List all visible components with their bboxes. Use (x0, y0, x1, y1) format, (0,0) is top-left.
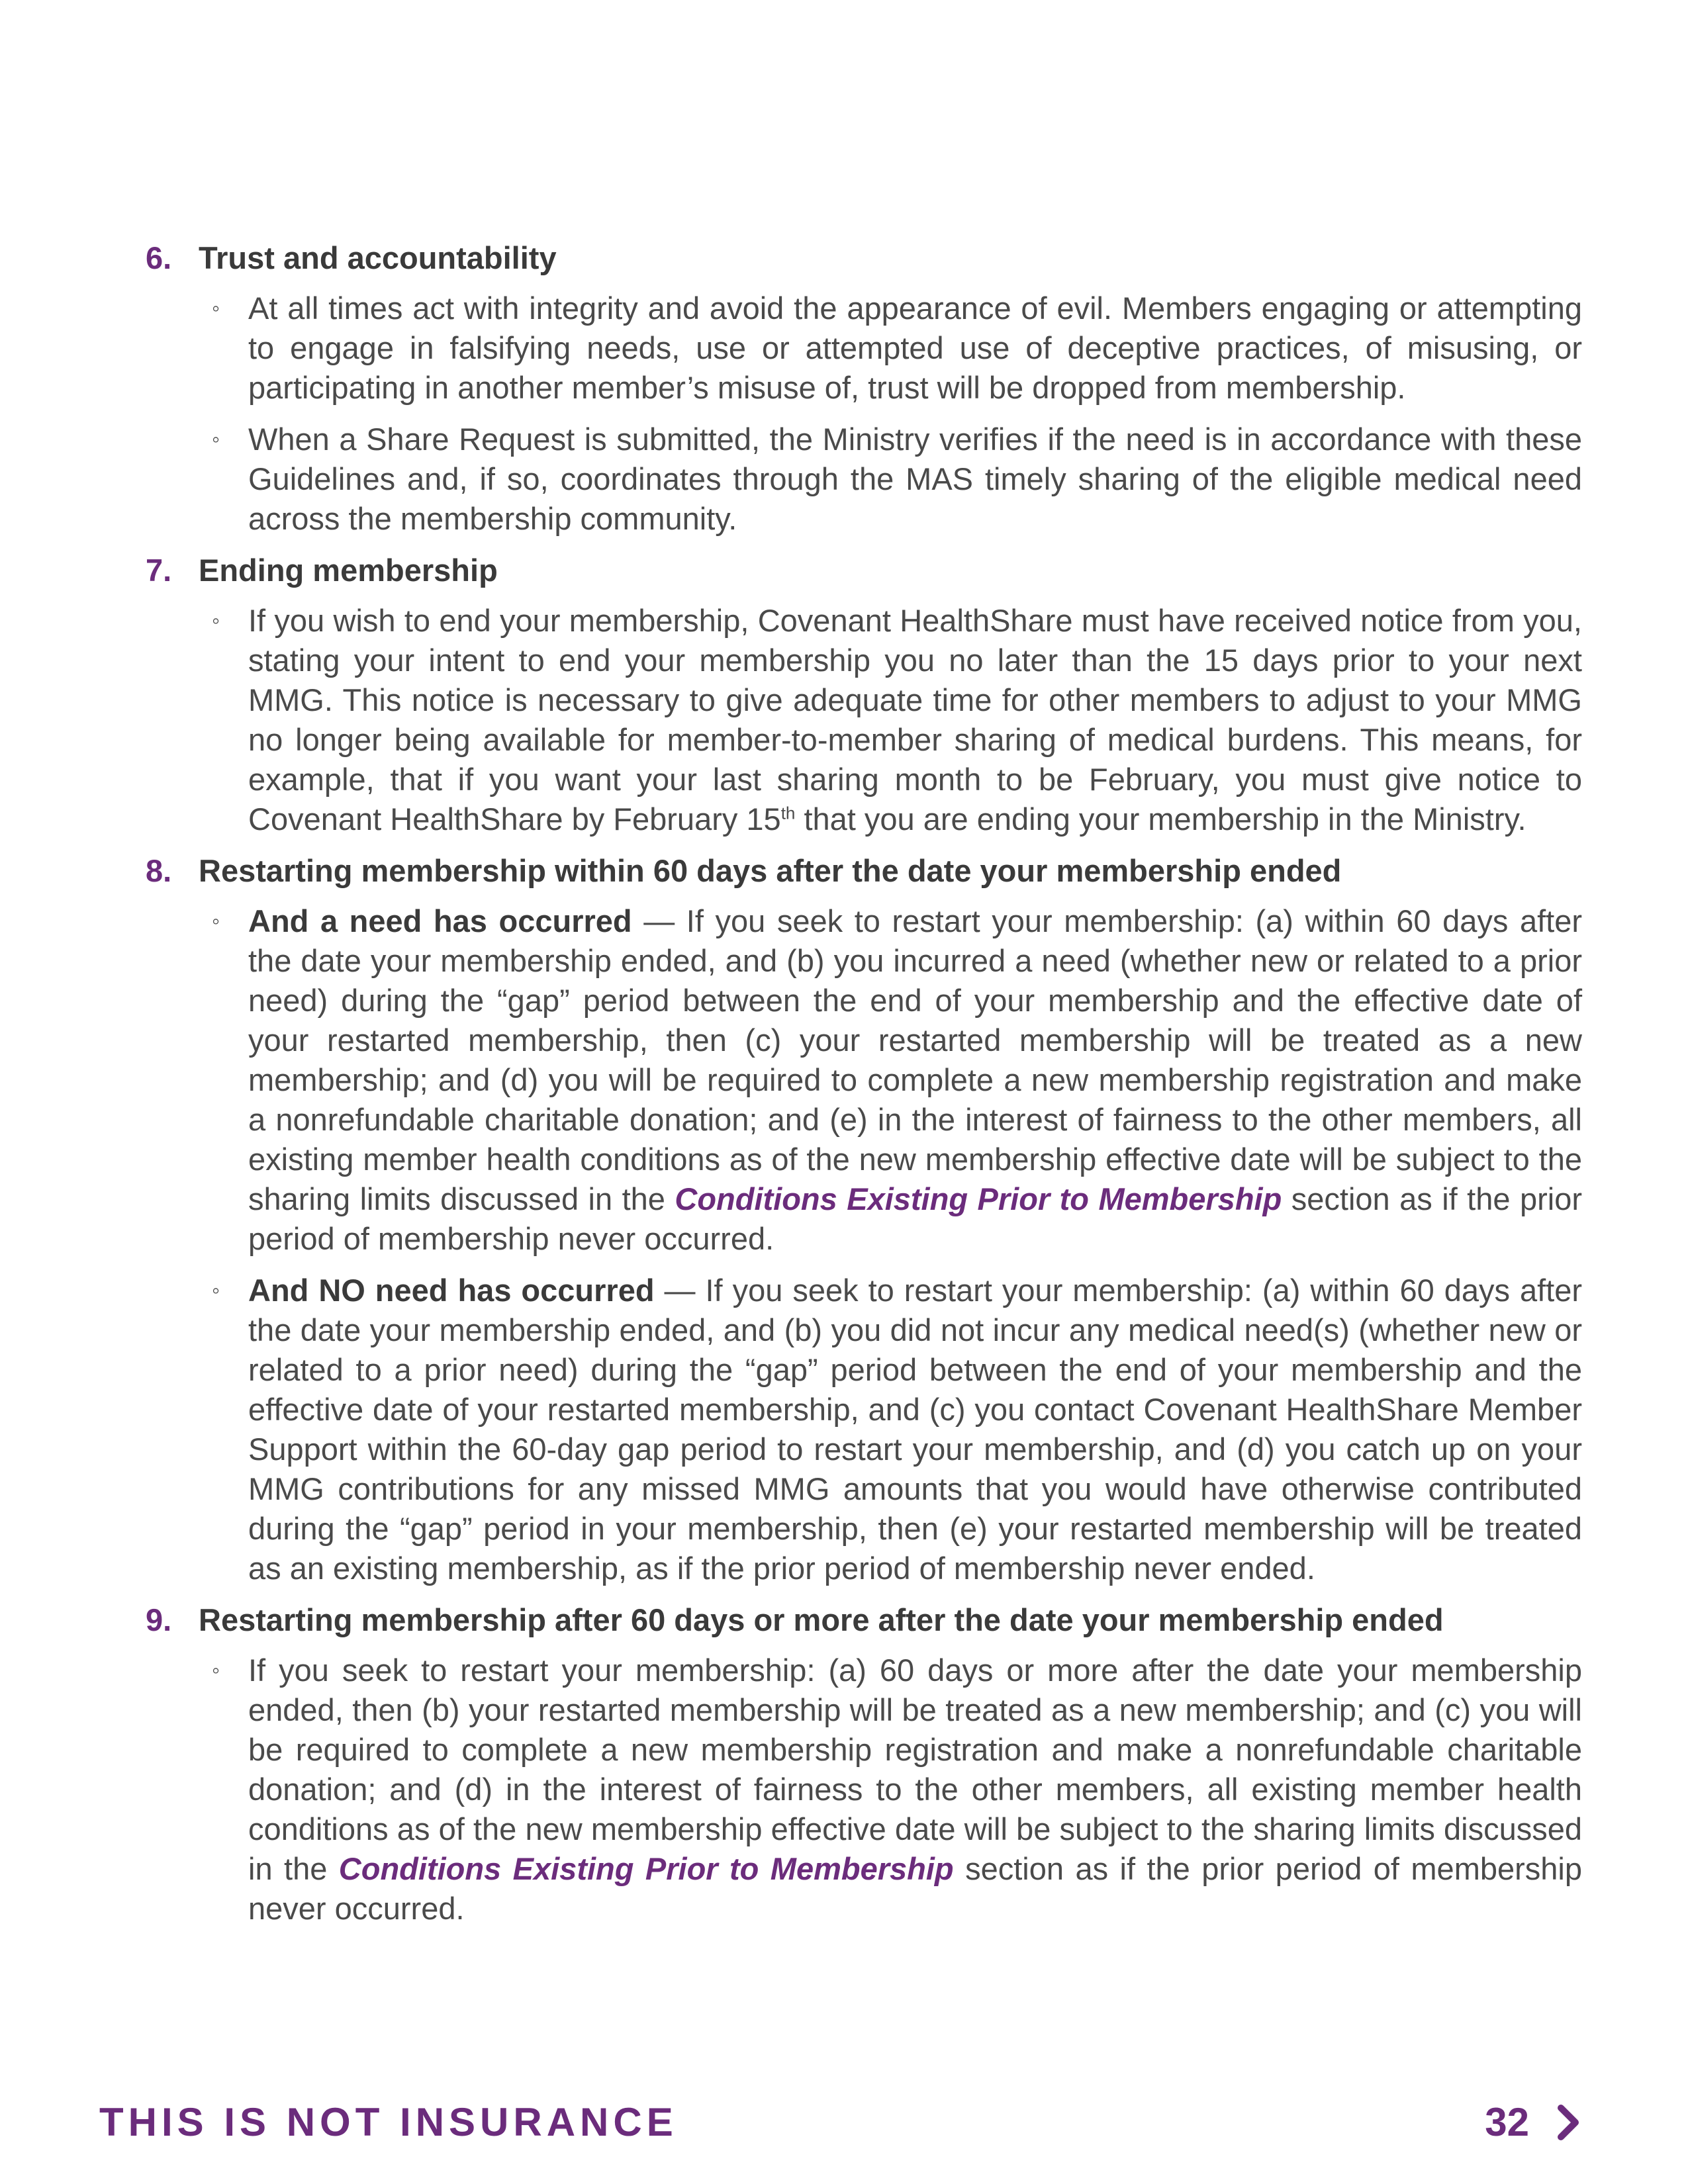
list-item (146, 1651, 1582, 1929)
bullet-text: At all times act with integrity and avoid the appearance of evil. Members engaging or attempting to engage in falsifying needs, use or attempted use of deceptive practices, of misusing, or participating in another member’s misuse of, trust will be dropped from membership. (248, 291, 1582, 405)
section-heading (146, 1600, 1582, 1640)
page-number: 32 (1485, 2100, 1529, 2144)
bullet-text: — If you seek to restart your membership: (a) within 60 days after the date your membership ended, and (b) you incurred a need (whether new or related to a prior need) during the “gap” period between the end of your membership and the effective date of your restarted membership, then (c) your restarted membership will be treated as a new membership; and (d) you will be required to complete a new membership registration and make a nonrefundable charitable donation; and (e) in the interest of fairness to the other members, all existing member health conditions as of the new membership effective date will be subject to the sharing limits discussed in the (248, 903, 1583, 1216)
section-number: 6. (146, 240, 172, 275)
bullet-icon: ◦ (212, 909, 220, 934)
section-number: 8. (146, 853, 172, 888)
footer-disclaimer: THIS IS NOT INSURANCE (99, 2100, 678, 2144)
bullet-icon: ◦ (212, 296, 220, 321)
section-reference-link[interactable]: Conditions Existing Prior to Membership (675, 1181, 1282, 1216)
section-restart-within-60 (146, 851, 1582, 1588)
list-item (146, 420, 1582, 539)
section-heading (146, 238, 1582, 278)
list-item (146, 289, 1582, 408)
ordinal-suffix: th (780, 803, 796, 823)
bullet-text-continued: section as if the prior period of membership never occurred. (248, 1851, 1582, 1926)
bullet-icon: ◦ (212, 1278, 220, 1303)
bullet-icon: ◦ (212, 427, 220, 452)
section-restart-after-60 (146, 1600, 1582, 1929)
bullet-text: — If you seek to restart your membership: (a) within 60 days after the date your membership ended, and (b) you did not incur any medical need(s) (whether new or related to a prior need) during the “gap” period between the end of your membership and the effective date of your restarted membership, and (c) you contact Covenant HealthShare Member Support within the 60-day gap period to restart your membership, and (d) you catch up on your MMG contributions for any missed MMG amounts that you would have otherwise contributed during the “gap” period in your membership, then (e) your restarted membership will be treated as an existing membership, as if the prior period of membership never ended. (248, 1273, 1583, 1586)
section-number: 7. (146, 553, 172, 588)
section-reference-link[interactable]: Conditions Existing Prior to Membership (338, 1851, 954, 1886)
section-trust-accountability (146, 238, 1582, 539)
section-title: Ending membership (199, 553, 498, 588)
bullet-icon: ◦ (212, 608, 220, 633)
bullet-icon: ◦ (212, 1658, 220, 1683)
section-title: Restarting membership after 60 days or more after the date your membership ended (199, 1602, 1444, 1637)
section-title: Trust and accountability (199, 240, 557, 275)
section-heading (146, 551, 1582, 590)
bullet-text-continued: that you are ending your membership in the Ministry. (795, 801, 1526, 837)
section-number: 9. (146, 1602, 172, 1637)
section-title: Restarting membership within 60 days after the date your membership ended (199, 853, 1342, 888)
footer-pagination[interactable] (1485, 2099, 1582, 2145)
section-heading (146, 851, 1582, 891)
list-item (146, 901, 1582, 1259)
list-item (146, 601, 1582, 839)
document-body (146, 238, 1582, 1940)
bullet-lead: And NO need has occurred (248, 1273, 655, 1308)
bullet-text: If you seek to restart your membership: (a) 60 days or more after the date your membership ended, then (b) your restarted membership will be treated as a new membership; and (c) you will be required to complete a new membership registration and make a nonrefundable charitable donation; and (d) in the interest of fairness to the other members, all existing member health conditions as of the new membership effective date will be subject to the sharing limits discussed in the (248, 1653, 1582, 1886)
list-item (146, 1271, 1582, 1588)
bullet-lead: And a need has occurred (248, 903, 632, 938)
chevron-right-icon[interactable] (1556, 2103, 1582, 2142)
bullet-text-continued: section as if the prior period of membership never occurred. (248, 1181, 1582, 1256)
bullet-text: When a Share Request is submitted, the Ministry verifies if the need is in accordance with these Guidelines and, if so, coordinates through the MAS timely sharing of the eligible medical need across the membership community. (248, 422, 1582, 536)
section-ending-membership (146, 551, 1582, 839)
bullet-text: If you wish to end your membership, Covenant HealthShare must have received notice from you, stating your intent to end your membership you no later than the 15 days prior to your next MMG. This notice is necessary to give adequate time for other members to adjust to your MMG no longer being available for member-to-member sharing of medical burdens. This means, for example, that if you want your last sharing month to be February, you must give notice to Covenant HealthShare by February 15 (248, 603, 1582, 837)
